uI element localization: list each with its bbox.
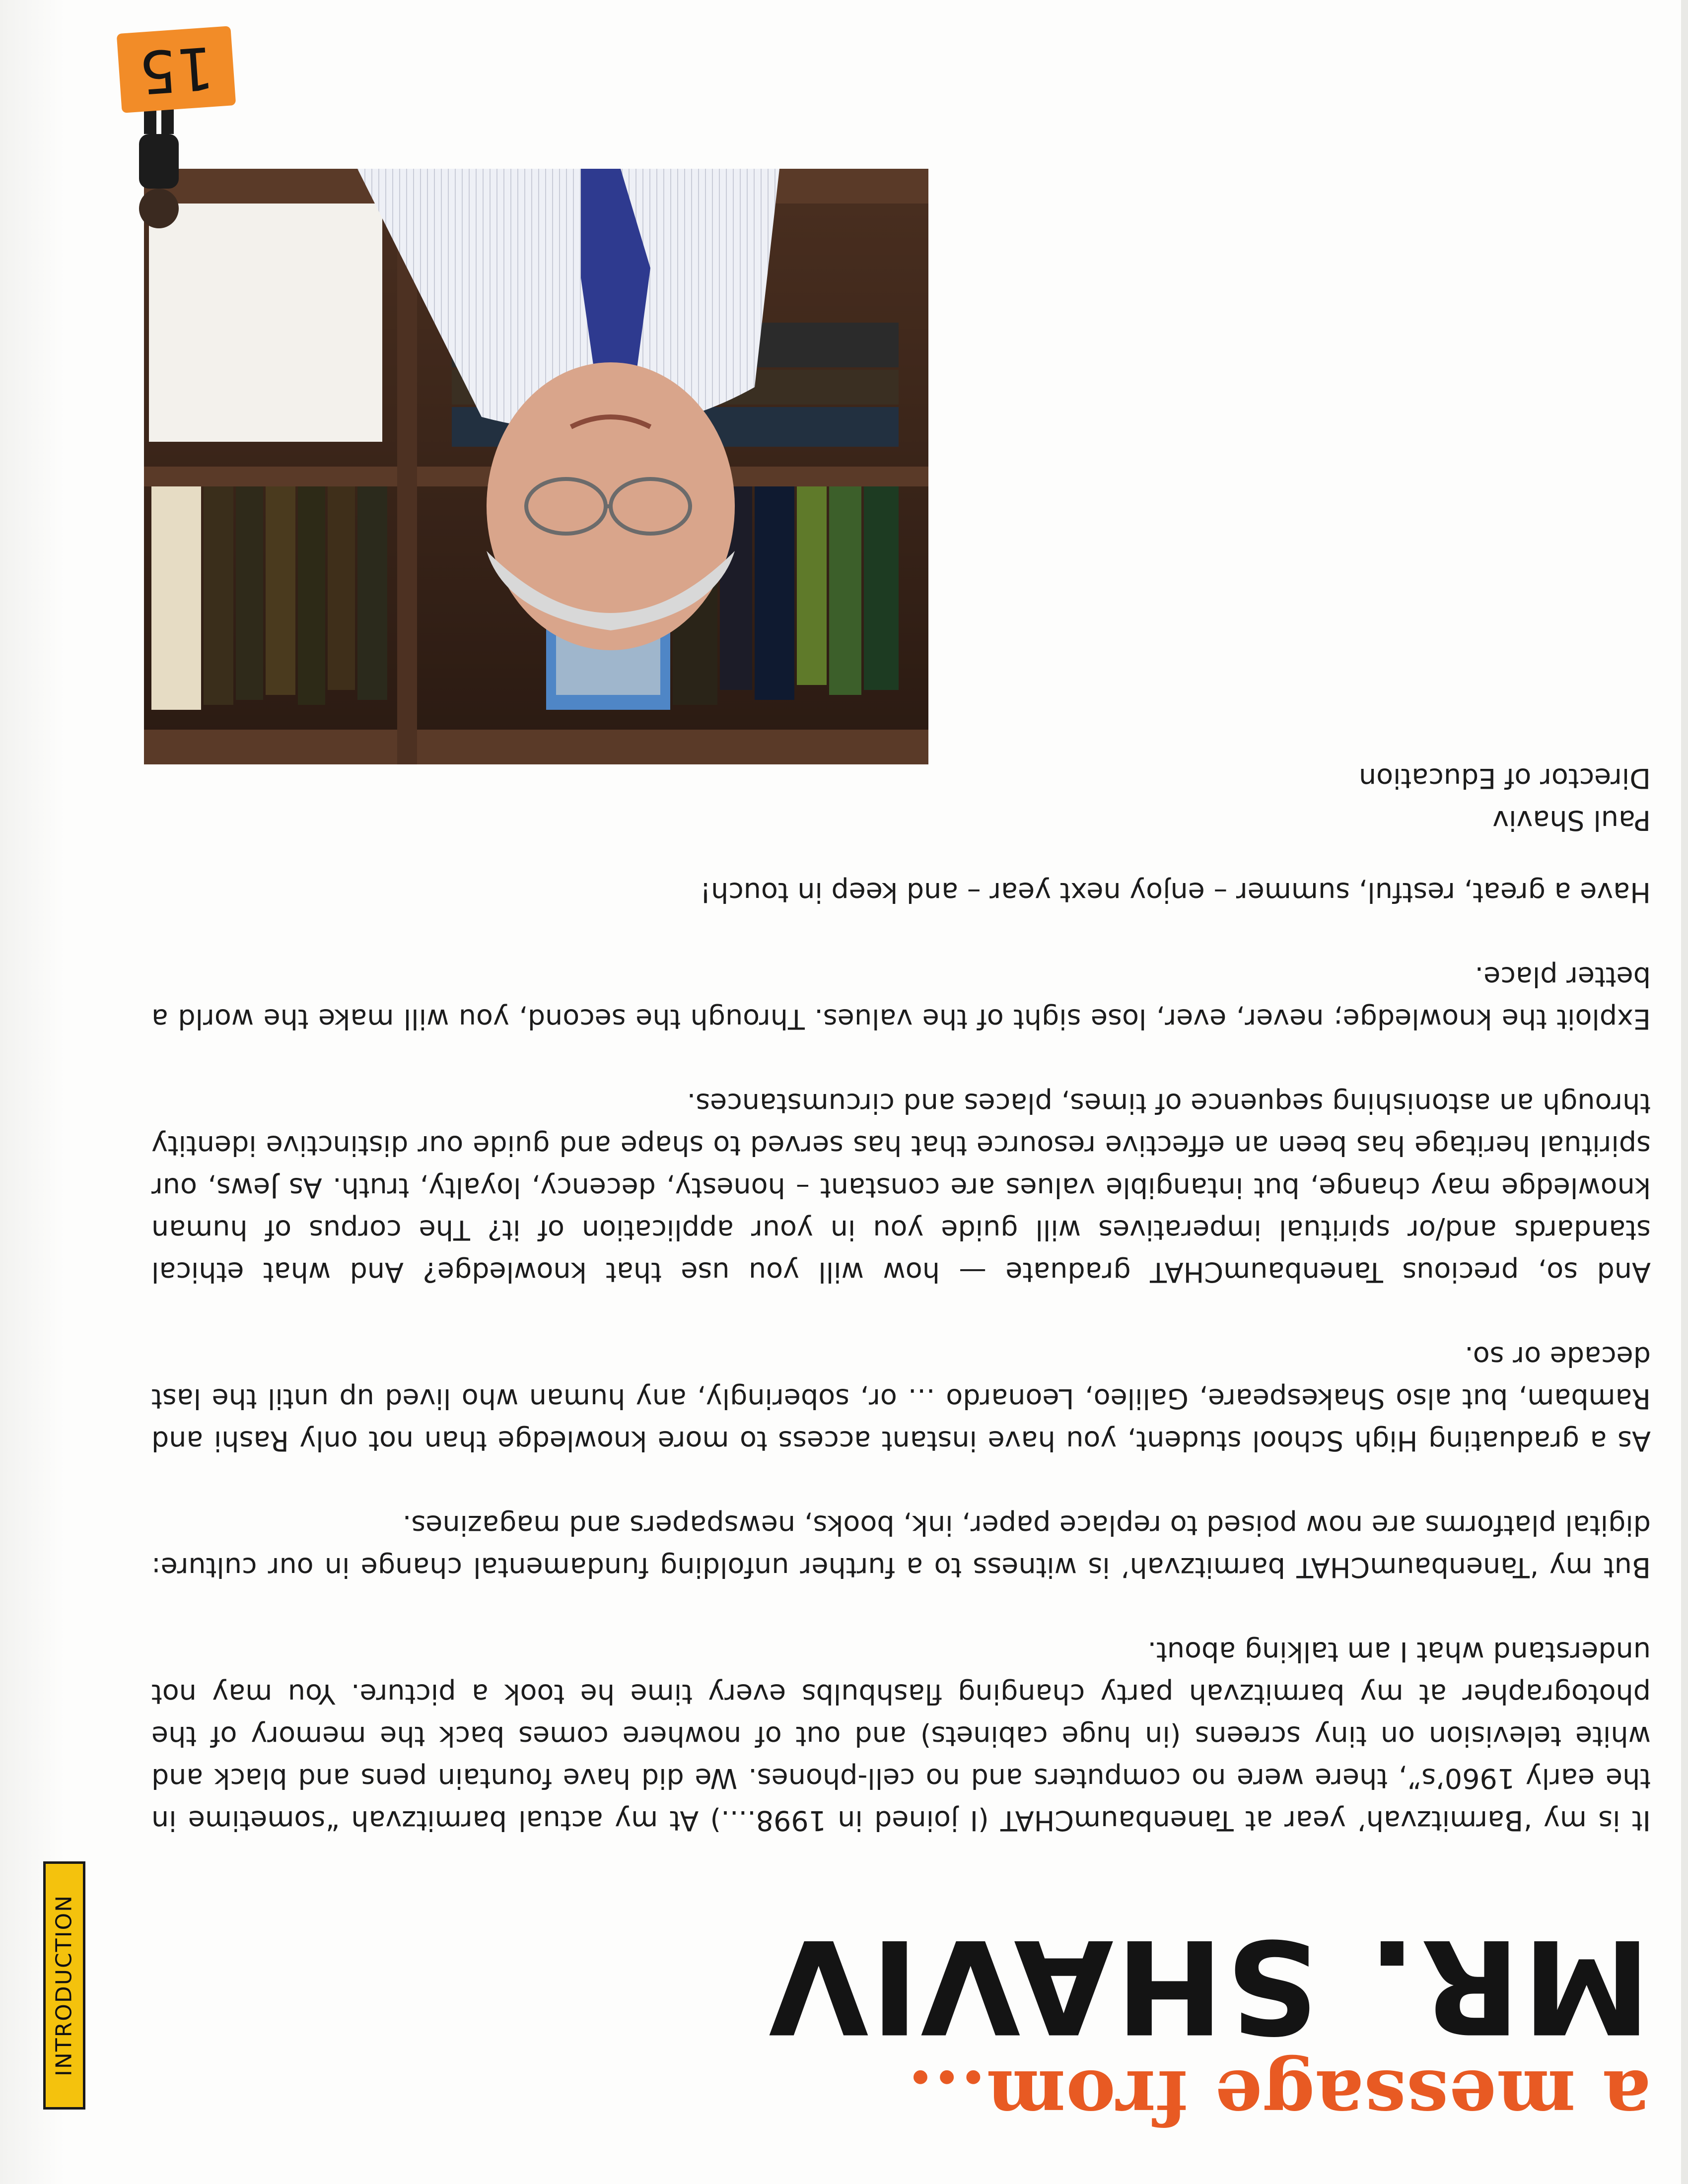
header-tagline: a message from...	[907, 2053, 1651, 2141]
portrait-photo	[144, 169, 928, 764]
paragraph: It is my ‘Barmitzvah’ year at TanenbaumCHAT (I joined in 1998....) At my actual barmitzvah “sometime in the early 1960’s”, there were no computers and no cell-phones. We did have fountain pens and black and white television on tiny screens (in huge cabinets) and out of nowhere comes back the memory of the photographer at my barmitzvah party changing flashbulbs every time he took a picture. You may not understand what I am talking about.	[151, 1636, 1651, 1837]
paragraph: As a graduating High School student, you have instant access to more knowledge than not only Rashi and Rambam, but also Shakespeare, Galileo, Leonardo … or, soberingly, any human who lived up until the last decade or so.	[151, 1340, 1651, 1457]
page-title: MR. SHAVIV	[767, 1911, 1651, 2060]
page-number-badge	[117, 26, 236, 113]
signature-block	[151, 757, 1651, 841]
section-tab-label: INTRODUCTION	[52, 1894, 77, 2077]
section-tab	[43, 1861, 85, 2110]
scan-edge	[0, 0, 65, 2184]
paragraph: Exploit the knowledge; never, ever, lose sight of the values. Through the second, you will make the world a better place.	[151, 960, 1651, 1035]
signature-title: Director of Education	[1358, 762, 1651, 794]
paragraph: But my ‘TanenbaumCHAT barmitzvah’ is witness to a further unfolding fundamental change in our culture: digital platforms are now poised to replace paper, ink, books, newspapers and magazines.	[151, 1509, 1651, 1583]
paragraph: And so, precious TanenbaumCHAT graduate — how will you use that knowledge? And what ethical standards and/or spiritual imperatives will guide you in your application of it? The corpus of human knowledge may change, but intangible values are constant – honesty, decency, loyalty, truth. As Jews, our spiritual heritage has been an effective resource that has served to shape and guide our distinctive identity through an astonishing sequence of times, places and circumstances.	[151, 1087, 1651, 1288]
scan-margin	[1681, 0, 1688, 2184]
closing-line: Have a great, restful, summer – enjoy next year – and keep in touch!	[700, 876, 1651, 908]
letter-body	[151, 757, 1651, 1842]
page-number: 15	[137, 33, 216, 107]
signature-name: Paul Shaviv	[1492, 804, 1651, 836]
